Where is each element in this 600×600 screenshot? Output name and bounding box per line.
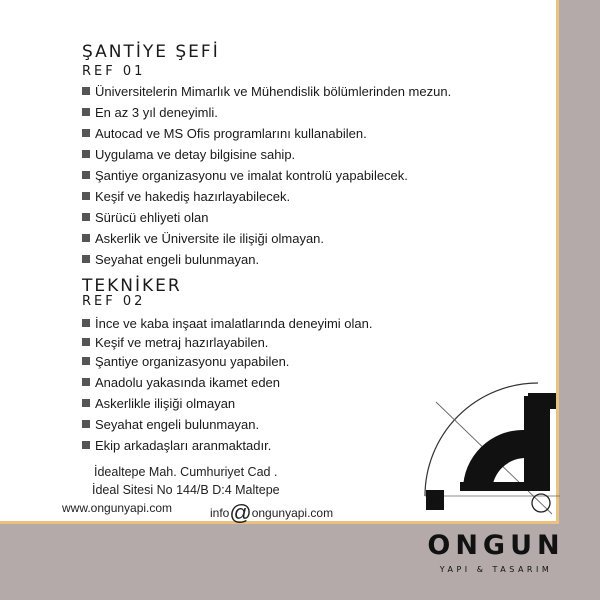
logo-base xyxy=(460,482,528,491)
section-ref-02: REF 02 xyxy=(82,294,146,309)
email-link[interactable]: info@ongunyapi.com xyxy=(210,500,334,525)
list-item: Ekip arkadaşları aranmaktadır. xyxy=(82,436,271,454)
list-item: Seyahat engeli bulunmayan. xyxy=(82,415,259,433)
bullet-square-icon xyxy=(82,255,90,263)
logo-bar xyxy=(524,396,550,491)
list-item: Sürücü ehliyeti olan xyxy=(82,208,208,226)
address-line-2: İdeal Sitesi No 144/B D:4 Maltepe xyxy=(92,483,280,497)
list-item: Keşif ve hakediş hazırlayabilecek. xyxy=(82,187,290,205)
bullet-square-icon xyxy=(82,129,90,137)
bullet-square-icon xyxy=(82,319,90,327)
list-item: En az 3 yıl deneyimli. xyxy=(82,103,218,121)
at-sign: @ xyxy=(229,500,252,525)
bullet-square-icon xyxy=(82,234,90,242)
list-item: Uygulama ve detay bilgisine sahip. xyxy=(82,145,295,163)
bullet-square-icon xyxy=(82,87,90,95)
list-item: Seyahat engeli bulunmayan. xyxy=(82,250,259,268)
list-item: Autocad ve MS Ofis programlarını kullanabilen. xyxy=(82,124,367,142)
list-item: Şantiye organizasyonu ve imalat kontrolü yapabilecek. xyxy=(82,166,408,184)
list-item: Şantiye organizasyonu yapabilen. xyxy=(82,352,289,370)
bullet-square-icon xyxy=(82,108,90,116)
ongun-logo-mark-icon xyxy=(420,378,560,518)
bullet-square-icon xyxy=(82,150,90,158)
list-item: Üniversitelerin Mimarlık ve Mühendislik bölümlerinden mezun. xyxy=(82,82,451,100)
list-item: Keşif ve metraj hazırlayabilen. xyxy=(82,333,268,351)
bullet-square-icon xyxy=(82,213,90,221)
bullet-square-icon xyxy=(82,338,90,346)
list-item: Askerlikle ilişiği olmayan xyxy=(82,394,235,412)
bullet-square-icon xyxy=(82,171,90,179)
section-title-tekniker: TEKNİKER xyxy=(82,276,182,296)
section-ref-01: REF 01 xyxy=(82,64,146,79)
logo-curve xyxy=(463,430,524,490)
bullet-square-icon xyxy=(82,192,90,200)
section-title-santiye-sefi: ŞANTİYE ŞEFİ xyxy=(82,42,220,62)
bullet-square-icon xyxy=(82,357,90,365)
bullet-square-icon xyxy=(82,441,90,449)
brand-tagline: YAPI & TASARIM xyxy=(439,565,553,574)
website-link[interactable]: www.ongunyapi.com xyxy=(62,501,173,515)
list-item: Anadolu yakasında ikamet eden xyxy=(82,373,280,391)
list-item: Askerlik ve Üniversite ile ilişiği olmayan. xyxy=(82,229,324,247)
list-item: İnce ve kaba inşaat imalatlarında deneyimi olan. xyxy=(82,314,373,332)
logo-square xyxy=(426,490,444,510)
brand-logo-text: ONGUN xyxy=(427,530,565,561)
bullet-square-icon xyxy=(82,378,90,386)
bullet-square-icon xyxy=(82,399,90,407)
logo-bar-top xyxy=(528,393,556,409)
address-line-1: İdealtepe Mah. Cumhuriyet Cad . xyxy=(94,465,278,479)
bullet-square-icon xyxy=(82,420,90,428)
